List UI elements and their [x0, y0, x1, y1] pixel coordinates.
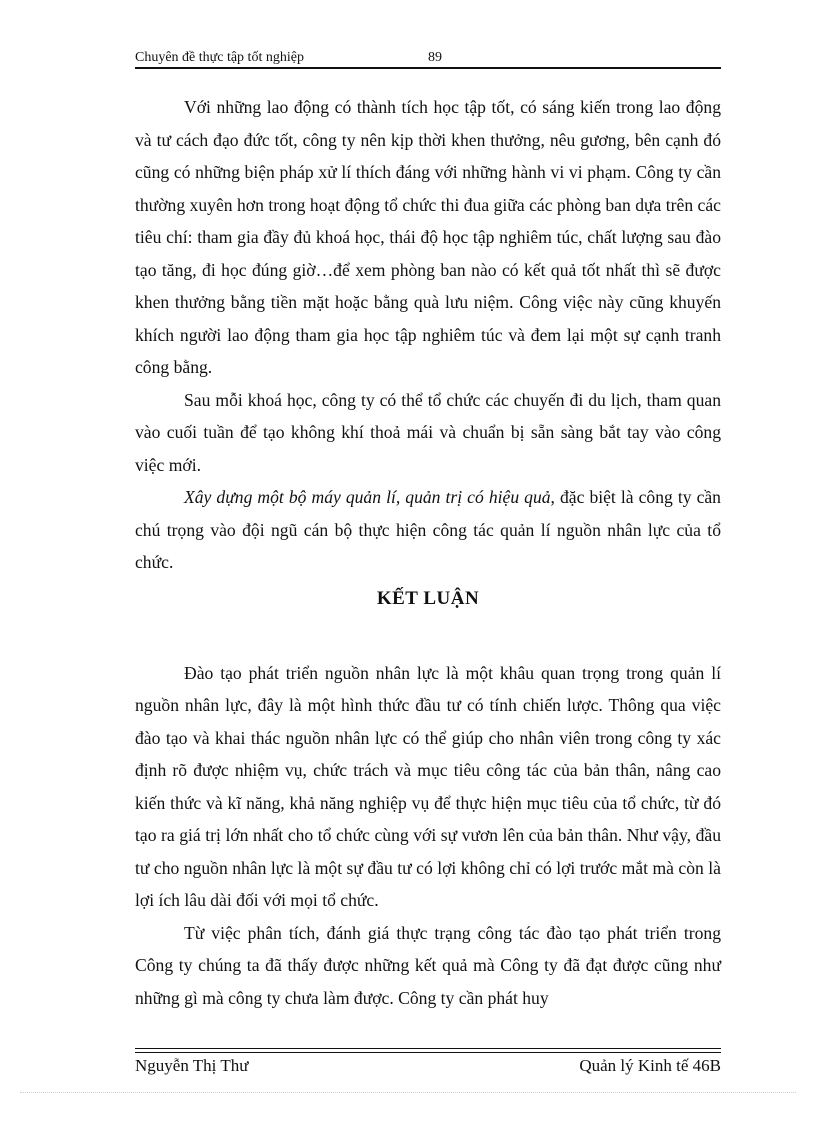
header-title: Chuyên đề thực tập tốt nghiệp [135, 50, 304, 65]
footer-department: Quản lý Kinh tế 46B [579, 1056, 721, 1075]
footer-rule-top [135, 1048, 721, 1049]
paragraph-conclusion: Đào tạo phát triển nguồn nhân lực là một khâu quan trọng trong quản lí nguồn nhân lực, đây là một hình thức đầu tư có tính chiến lược. Thông qua việc đào tạo và khai thác nguồn nhân lực có thể giúp cho nhân viên trong công ty xác định rõ được nhiệm vụ, chức trách và mục tiêu công tác của bản thân, nâng cao kiến thức và kĩ năng, khả năng nghiệp vụ để thực hiện mục tiêu của tổ chức, từ đó tạo ra giá trị lớn nhất cho tổ chức cùng với sự vươn lên của bản thân. Như vậy, đầu tư cho nguồn nhân lực là một sự đầu tư có lợi không chỉ có lợi trước mắt mà còn là lợi ích lâu dài đối với mọi tổ chức. [135, 662, 721, 910]
emphasis-text: Xây dựng một bộ máy quản lí, quản trị có hiệu quả [184, 487, 551, 507]
paragraph-reward-policy: Với những lao động có thành tích học tập tốt, có sáng kiến trong lao động và tư cách đạo đức tốt, công ty nên kịp thời khen thưởng, nêu gương, bên cạnh đó cũng có những biện pháp xử lí thích đáng với những hành vi vi phạm. Công ty cần thường xuyên hơn trong hoạt động tổ chức thi đua giữa các phòng ban dựa trên các tiêu chí: tham gia đầy đủ khoá học, thái độ học tập nghiêm túc, chất lượng sau đào tạo tăng, đi học đúng giờ…để xem phòng ban nào có kết quả tốt nhất thì sẽ được khen thưởng bằng tiền mặt hoặc bằng quà lưu niệm. Công việc này cũng khuyến khích người lao động tham gia học tập nghiêm túc và đem lại một sự cạnh tranh công bằng. [135, 97, 721, 377]
page-footer [135, 1054, 721, 1078]
paragraph-management [135, 481, 721, 579]
paragraph-travel: Sau mỗi khoá học, công ty có thể tổ chức các chuyến đi du lịch, tham quan vào cuối tuần để tạo không khí thoả mái và chuẩn bị sẵn sàng bắt tay vào công việc mới. [135, 389, 721, 475]
document-body [135, 91, 721, 1014]
footer-rule-bottom [135, 1052, 721, 1053]
page-header [135, 48, 721, 68]
section-heading: KẾT LUẬN [376, 587, 480, 609]
header-rule [135, 67, 721, 69]
footer-author: Nguyễn Thị Thư [135, 1056, 249, 1075]
page-edge-divider [20, 1092, 796, 1093]
page-number: 89 [428, 50, 442, 65]
paragraph-management-rest: , đặc biệt là công ty cần chú trọng vào đội ngũ cán bộ thực hiện công tác quản lí nguồn nhân lực của tổ chức. [135, 487, 721, 572]
paragraph-analysis: Từ việc phân tích, đánh giá thực trạng công tác đào tạo phát triển trong Công ty chúng ta đã thấy được những kết quả mà Công ty đã đạt được cũng như những gì mà công ty chưa làm được. Công ty cần phát huy [135, 922, 721, 1008]
